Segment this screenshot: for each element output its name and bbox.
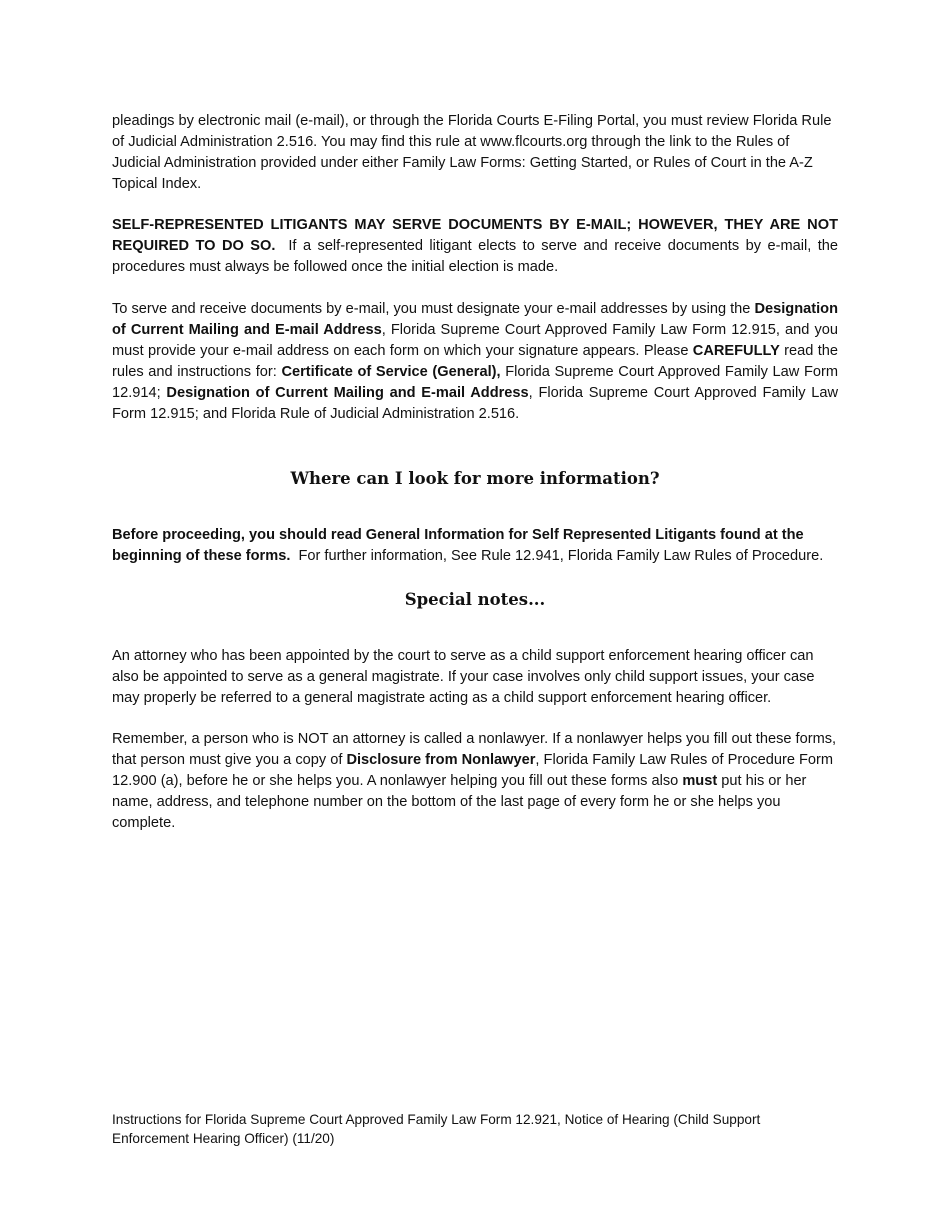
self-represented-notice: SELF-REPRESENTED LITIGANTS MAY SERVE DOCUMENTS BY E-MAIL; HOWEVER, THEY ARE NOT REQUIRED TO DO SO.: [112, 217, 838, 254]
self-represented-paragraph: [112, 215, 838, 278]
footer-line-2: Enforcement Hearing Officer) (11/20): [112, 1131, 335, 1146]
footer-line-1: Instructions for Florida Supreme Court Approved Family Law Form 12.921, Notice of Hearing (Child Support: [112, 1112, 761, 1127]
email-form-name-1: Designation of Current Mailing and E-mail Address: [112, 301, 838, 338]
email-text-2: , Florida Supreme Court Approved Family Law Form 12.915, and you must provide your e-mail address on each form on which your signature appears. Please: [112, 322, 838, 359]
email-text-5: , Florida Supreme Court Approved Family Law Form 12.915; and Florida Rule of Judicial Administration 2.516.: [112, 385, 838, 422]
email-service-paragraph: [112, 299, 838, 425]
page-footer: [112, 1110, 838, 1148]
special-notes-paragraph-2: [112, 729, 838, 834]
more-information-text: For further information, See Rule 12.941, Florida Family Law Rules of Procedure.: [298, 548, 824, 564]
more-information-paragraph: [112, 525, 838, 567]
email-form-name-2: Designation of Current Mailing and E-mail Address: [166, 385, 529, 401]
special-notes-heading: Special notes...: [404, 590, 546, 609]
more-information-heading: Where can I look for more information?: [290, 469, 660, 488]
email-text-3: read the rules and instructions for:: [112, 343, 838, 380]
nonlawyer-text-3: put his or her name, address, and telephone number on the bottom of the last page of every form he or she helps you complete.: [112, 773, 807, 831]
email-carefully: CAREFULLY: [692, 343, 780, 359]
email-text-1: To serve and receive documents by e-mail, you must designate your e-mail addresses by using the: [112, 301, 755, 317]
intro-paragraph: pleadings by electronic mail (e-mail), or through the Florida Courts E-Filing Portal, you must review Florida Rule of Judicial Administration 2.516. You may find this rule at www.flcourts.org through the link to the Rules of Judicial Administration provided under either Family Law Forms: Getting Started, or Rules of Court in the A-Z Topical Index.: [112, 113, 832, 192]
email-certificate-of-service: Certificate of Service (General),: [281, 364, 501, 380]
nonlawyer-must: must: [682, 773, 718, 789]
document-body: [112, 111, 838, 834]
nonlawyer-text-1: Remember, a person who is NOT an attorney is called a nonlawyer. If a nonlawyer helps you fill out these forms, that person must give you a copy of: [112, 731, 837, 768]
self-represented-text: If a self-represented litigant elects to serve and receive documents by e-mail, the procedures must always be followed once the initial election is made.: [112, 238, 838, 275]
more-information-notice: Before proceeding, you should read General Information for Self Represented Litigants found at the beginning of these forms.: [112, 527, 804, 564]
nonlawyer-text-2: , Florida Family Law Rules of Procedure Form 12.900 (a), before he or she helps you. A nonlawyer helping you fill out these forms also: [112, 752, 834, 789]
email-text-4: Florida Supreme Court Approved Family Law Form 12.914;: [112, 364, 838, 401]
disclosure-form-name: Disclosure from Nonlawyer: [346, 752, 536, 768]
special-notes-paragraph-1: An attorney who has been appointed by the court to serve as a child support enforcement hearing officer can also be appointed to serve as a general magistrate. If your case involves only child support issues, your case may properly be referred to a general magistrate acting as a child support enforcement hearing officer.: [112, 648, 815, 706]
